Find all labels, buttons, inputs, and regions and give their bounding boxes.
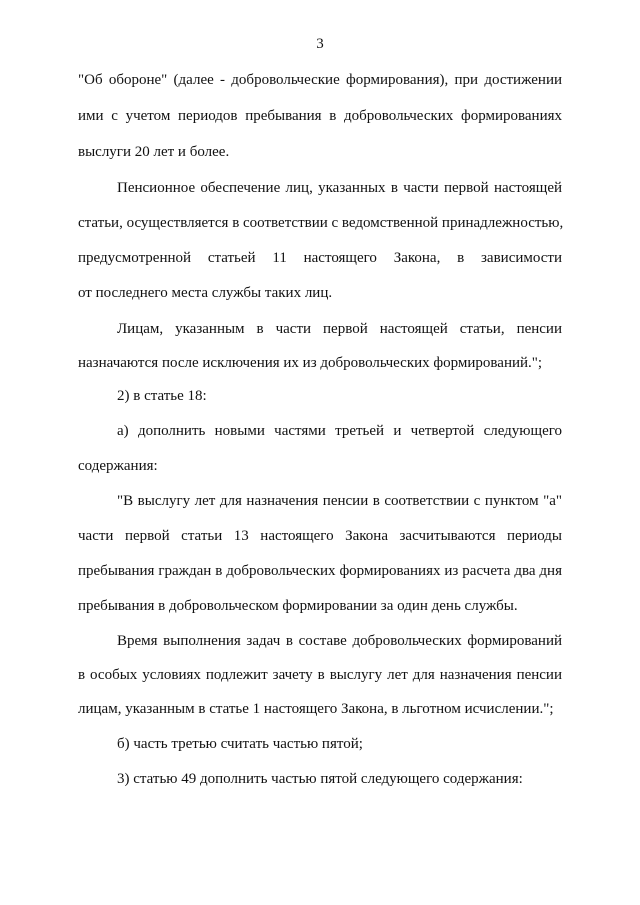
text-line: от последнего места службы таких лиц. (78, 285, 333, 301)
text-line: пребывания граждан в добровольческих формированиях из расчета два дня (78, 563, 562, 579)
text-line: ими с учетом периодов пребывания в добровольческих формированиях (78, 108, 562, 124)
text-line: лицам, указанным в статье 1 настоящего Закона, в льготном исчислении."; (78, 701, 554, 717)
text-line: 2) в статье 18: (117, 388, 207, 404)
text-line: выслуги 20 лет и более. (78, 144, 230, 160)
text-line: Время выполнения задач в составе добровольческих формирований (117, 633, 562, 649)
page-number: 3 (316, 36, 324, 52)
text-line: предусмотренной статьей 11 настоящего Закона, в зависимости (78, 250, 562, 266)
text-line: "Об обороне" (далее - добровольческие формирования), при достижении (78, 72, 562, 88)
text-line: а) дополнить новыми частями третьей и четвертой следующего (117, 423, 562, 439)
text-line: пребывания в добровольческом формировании за один день службы. (78, 598, 518, 614)
text-line: Лицам, указанным в части первой настоящей статьи, пенсии (117, 321, 562, 337)
text-line: части первой статьи 13 настоящего Закона засчитываются периоды (78, 528, 562, 544)
text-line: "В выслугу лет для назначения пенсии в соответствии с пунктом "а" (117, 493, 562, 509)
text-line: Пенсионное обеспечение лиц, указанных в части первой настоящей (117, 180, 562, 196)
text-line: в особых условиях подлежит зачету в выслугу лет для назначения пенсии (78, 667, 562, 683)
text-line: статьи, осуществляется в соответствии с ведомственной принадлежностью, (78, 215, 564, 231)
text-line: б) часть третью считать частью пятой; (117, 736, 363, 752)
text-line: содержания: (78, 458, 158, 474)
text-line: 3) статью 49 дополнить частью пятой следующего содержания: (117, 771, 523, 787)
text-line: назначаются после исключения их из добровольческих формирований."; (78, 355, 543, 371)
